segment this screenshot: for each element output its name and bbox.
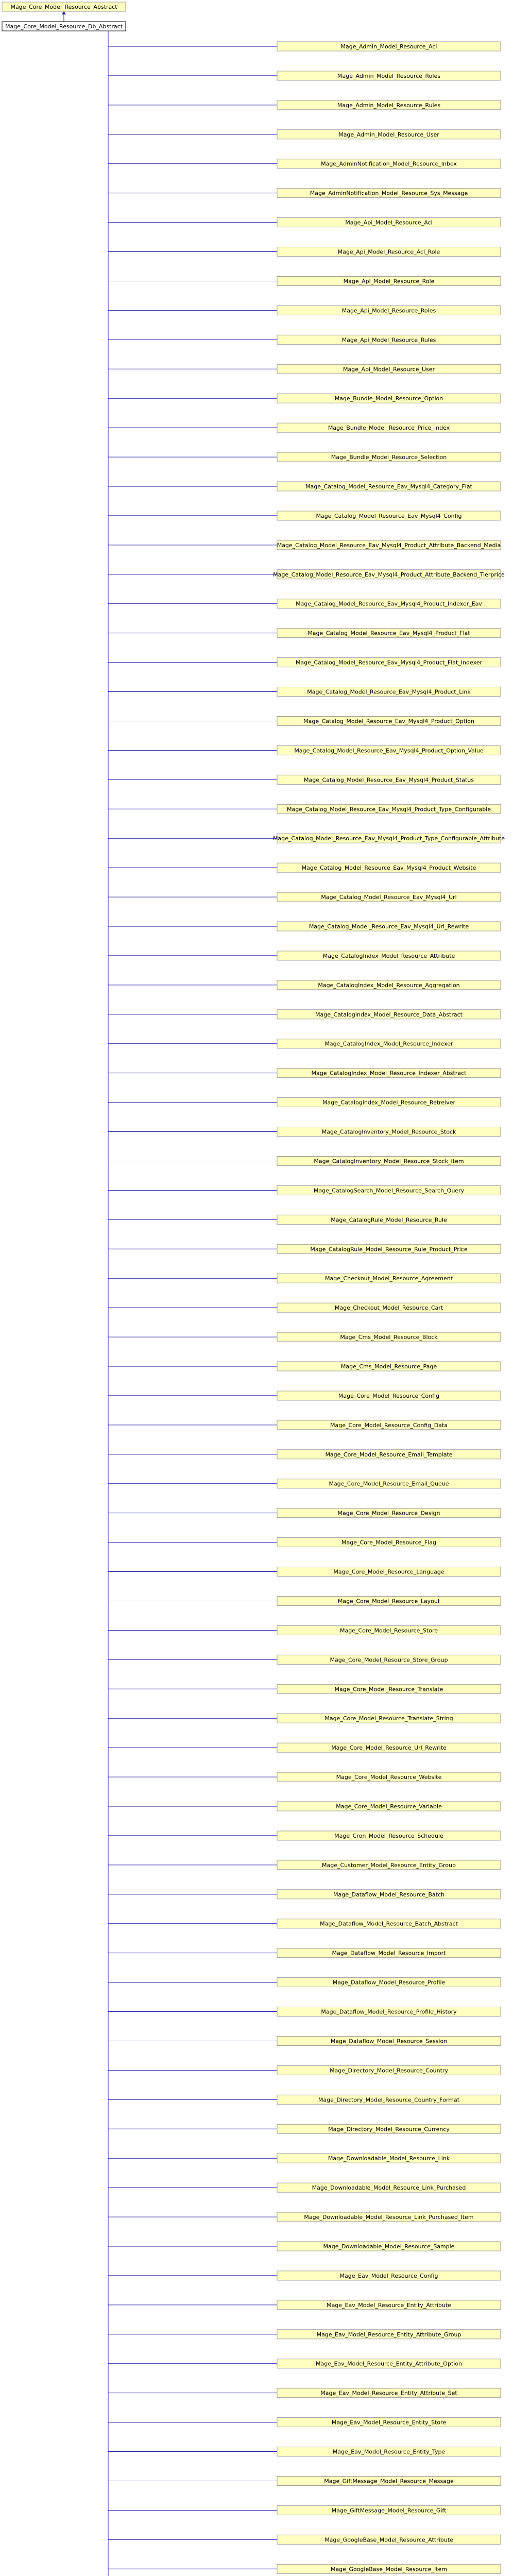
- child-node-label: Mage_Eav_Model_Resource_Entity_Attribute_Group: [316, 2331, 461, 2338]
- child-node-label: Mage_Catalog_Model_Resource_Eav_Mysql4_Product_Status: [304, 776, 474, 784]
- child-node[interactable]: [273, 834, 505, 843]
- child-node-label: Mage_Catalog_Model_Resource_Eav_Mysql4_Product_Link: [307, 688, 471, 696]
- child-node[interactable]: [277, 2212, 501, 2222]
- child-node-label: Mage_Customer_Model_Resource_Entity_Group: [322, 1861, 456, 1869]
- child-node[interactable]: [277, 423, 501, 432]
- child-node[interactable]: [277, 1538, 501, 1547]
- child-node-label: Mage_Downloadable_Model_Resource_Link_Purchased_Item: [304, 2214, 474, 2221]
- child-node-label: Mage_Core_Model_Resource_Url_Rewrite: [331, 1744, 447, 1752]
- child-node[interactable]: [277, 2154, 501, 2163]
- child-node-label: Mage_Eav_Model_Resource_Entity_Attribute: [327, 2301, 451, 2309]
- child-node[interactable]: [277, 1039, 501, 1048]
- child-node[interactable]: [277, 922, 501, 931]
- child-node[interactable]: [277, 687, 501, 697]
- child-node-label: Mage_Core_Model_Resource_Flag: [341, 1539, 437, 1546]
- child-node-label: Mage_CatalogInventory_Model_Resource_Stock_Item: [314, 1158, 464, 1165]
- child-node[interactable]: [277, 951, 501, 960]
- child-node[interactable]: [277, 2242, 501, 2251]
- child-node-label: Mage_Core_Model_Resource_Email_Template: [325, 1451, 453, 1458]
- child-node-label: Mage_GoogleBase_Model_Resource_Item: [330, 2566, 448, 2573]
- child-node[interactable]: [277, 1127, 501, 1137]
- child-node[interactable]: [277, 863, 501, 872]
- child-node[interactable]: [277, 2476, 501, 2485]
- child-node[interactable]: [277, 980, 501, 990]
- child-node[interactable]: [277, 2447, 501, 2456]
- child-node-label: Mage_Core_Model_Resource_Config: [338, 1392, 440, 1399]
- child-node-label: Mage_Core_Model_Resource_Email_Queue: [329, 1480, 449, 1487]
- child-node[interactable]: [277, 2330, 501, 2339]
- child-node[interactable]: [277, 1978, 501, 1987]
- child-node-label: Mage_CatalogIndex_Model_Resource_Attribute: [322, 952, 455, 959]
- child-node[interactable]: [277, 1714, 501, 1723]
- child-node-label: Mage_GoogleBase_Model_Resource_Attribute: [324, 2536, 453, 2544]
- child-node-label: Mage_Eav_Model_Resource_Entity_Store: [331, 2419, 447, 2426]
- child-node-label: Mage_Admin_Model_Resource_User: [338, 131, 439, 138]
- child-node-label: Mage_CatalogInventory_Model_Resource_Stock: [321, 1128, 456, 1136]
- child-node-label: Mage_Api_Model_Resource_Acl_Role: [337, 248, 440, 256]
- child-node-label: Mage_GiftMessage_Model_Resource_Gift: [331, 2507, 447, 2514]
- child-node[interactable]: [277, 452, 501, 462]
- child-node-label: Mage_Catalog_Model_Resource_Eav_Mysql4_Category_Flat: [305, 483, 472, 490]
- top-node[interactable]: [2, 2, 126, 11]
- child-node[interactable]: [277, 159, 501, 168]
- child-node[interactable]: [277, 1098, 501, 1107]
- child-node-label: Mage_Admin_Model_Resource_Rules: [337, 101, 441, 109]
- child-node[interactable]: [277, 335, 501, 344]
- child-node-label: Mage_Catalog_Model_Resource_Eav_Mysql4_Product_Type_Configurable: [286, 806, 491, 813]
- edge-layer: [62, 11, 277, 2576]
- child-node[interactable]: [277, 1948, 501, 1958]
- child-node-label: Mage_CatalogIndex_Model_Resource_Aggregation: [318, 981, 460, 989]
- child-node[interactable]: [277, 1391, 501, 1400]
- child-node[interactable]: [277, 1420, 501, 1430]
- child-node-label: Mage_Eav_Model_Resource_Entity_Attribute_Option: [315, 2360, 463, 2367]
- child-node-label: Mage_Eav_Model_Resource_Entity_Attribute_Set: [320, 2389, 457, 2397]
- child-node[interactable]: [277, 1596, 501, 1605]
- child-node-label: Mage_Cms_Model_Resource_Page: [340, 1363, 437, 1370]
- child-node-label: Mage_Api_Model_Resource_Rules: [341, 336, 436, 344]
- top-node-label: Mage_Core_Model_Resource_Abstract: [10, 4, 117, 10]
- child-node[interactable]: [277, 276, 501, 285]
- child-node-label: Mage_Dataflow_Model_Resource_Profile_History: [321, 2008, 457, 2015]
- child-node[interactable]: [277, 1684, 501, 1693]
- child-node[interactable]: [277, 1831, 501, 1840]
- child-node-label: Mage_Catalog_Model_Resource_Eav_Mysql4_Config: [316, 512, 462, 519]
- child-node-label: Mage_Bundle_Model_Resource_Price_Index: [328, 425, 450, 432]
- child-node[interactable]: [277, 540, 501, 550]
- child-node-label: Mage_Downloadable_Model_Resource_Link_Purchased: [312, 2184, 466, 2192]
- child-node-label: Mage_Dataflow_Model_Resource_Session: [330, 2038, 448, 2045]
- child-node[interactable]: [277, 658, 501, 667]
- child-node-label: Mage_Core_Model_Resource_Language: [333, 1568, 444, 1575]
- child-node-label: Mage_Core_Model_Resource_Translate_String: [324, 1715, 453, 1722]
- root-node[interactable]: [2, 22, 126, 31]
- child-node[interactable]: [277, 42, 501, 51]
- child-node-label: Mage_Catalog_Model_Resource_Eav_Mysql4_Product_Flat: [307, 630, 470, 637]
- child-node-label: Mage_Catalog_Model_Resource_Eav_Mysql4_Url_Rewrite: [309, 923, 469, 930]
- child-node[interactable]: [277, 218, 501, 227]
- child-node[interactable]: [277, 1479, 501, 1488]
- child-node-label: Mage_Cron_Model_Resource_Schedule: [334, 1832, 443, 1839]
- child-node-label: Mage_Downloadable_Model_Resource_Sample: [323, 2243, 455, 2250]
- child-node[interactable]: [277, 2359, 501, 2368]
- child-node-label: Mage_Core_Model_Resource_Translate: [334, 1686, 443, 1693]
- child-node-label: Mage_CatalogIndex_Model_Resource_Indexer: [324, 1040, 453, 1047]
- child-node-label: Mage_Core_Model_Resource_Layout: [337, 1598, 440, 1605]
- child-node-label: Mage_CatalogRule_Model_Resource_Rule: [331, 1216, 447, 1224]
- child-node-label: Mage_Catalog_Model_Resource_Eav_Mysql4_Product_Attribute_Backend_Tierprice: [273, 571, 505, 578]
- child-node-label: Mage_Catalog_Model_Resource_Eav_Mysql4_Url: [321, 894, 457, 901]
- child-node-label: Mage_Api_Model_Resource_Acl: [345, 219, 433, 226]
- child-node-label: Mage_Catalog_Model_Resource_Eav_Mysql4_Product_Attribute_Backend_Media: [277, 541, 501, 549]
- child-node[interactable]: [277, 100, 501, 110]
- child-node[interactable]: [277, 804, 501, 814]
- child-node[interactable]: [277, 1215, 501, 1224]
- child-node-label: Mage_CatalogRule_Model_Resource_Rule_Product_Price: [310, 1246, 468, 1253]
- child-node-label: Mage_CatalogIndex_Model_Resource_Indexer_Abstract: [311, 1070, 467, 1077]
- child-node[interactable]: [277, 1567, 501, 1577]
- child-node-label: Mage_Api_Model_Resource_Role: [343, 278, 435, 285]
- child-node-label: Mage_Directory_Model_Resource_Country_Format: [318, 2096, 460, 2104]
- child-node[interactable]: [277, 2036, 501, 2045]
- child-node-label: Mage_CatalogIndex_Model_Resource_Data_Abstract: [315, 1011, 463, 1018]
- child-node[interactable]: [277, 1625, 501, 1635]
- child-node-label: Mage_Cms_Model_Resource_Block: [340, 1334, 438, 1341]
- child-node-label: Mage_Dataflow_Model_Resource_Import: [332, 1950, 446, 1957]
- child-node-label: Mage_Core_Model_Resource_Variable: [336, 1803, 442, 1810]
- child-node[interactable]: [277, 1860, 501, 1870]
- child-node[interactable]: [277, 247, 501, 257]
- child-node-label: Mage_Dataflow_Model_Resource_Batch_Abstract: [320, 1920, 458, 1927]
- child-node-label: Mage_Directory_Model_Resource_Currency: [328, 2126, 450, 2133]
- child-node-label: Mage_Api_Model_Resource_User: [343, 366, 435, 373]
- child-node[interactable]: [277, 189, 501, 198]
- child-node[interactable]: [277, 2505, 501, 2515]
- child-node[interactable]: [277, 2183, 501, 2192]
- child-node[interactable]: [277, 482, 501, 491]
- child-node-label: Mage_Catalog_Model_Resource_Eav_Mysql4_Product_Type_Configurable_Attribute: [272, 835, 505, 842]
- child-node[interactable]: [277, 2124, 501, 2133]
- child-node[interactable]: [277, 1274, 501, 1283]
- child-node[interactable]: [277, 2564, 501, 2573]
- child-node[interactable]: [277, 511, 501, 520]
- edge-arrowhead: [62, 11, 66, 14]
- child-node[interactable]: [277, 306, 501, 315]
- child-node[interactable]: [277, 364, 501, 374]
- child-node[interactable]: [277, 1802, 501, 1811]
- child-node[interactable]: [277, 775, 501, 784]
- child-node[interactable]: [277, 1332, 501, 1342]
- child-node[interactable]: [277, 1156, 501, 1165]
- child-node[interactable]: [277, 2271, 501, 2280]
- child-node-label: Mage_GiftMessage_Model_Resource_Message: [324, 2478, 454, 2485]
- child-node[interactable]: [277, 1890, 501, 1899]
- child-node[interactable]: [277, 2065, 501, 2075]
- child-node[interactable]: [277, 1509, 501, 1518]
- child-node-label: Mage_CatalogIndex_Model_Resource_Retreiver: [322, 1099, 456, 1106]
- child-node[interactable]: [277, 130, 501, 139]
- child-node-label: Mage_Core_Model_Resource_Config_Data: [330, 1421, 448, 1429]
- child-node[interactable]: [277, 1303, 501, 1312]
- child-node[interactable]: [277, 2095, 501, 2104]
- child-node-label: Mage_Checkout_Model_Resource_Agreement: [324, 1275, 453, 1282]
- child-node[interactable]: [277, 599, 501, 608]
- child-node-label: Mage_Dataflow_Model_Resource_Batch: [333, 1891, 444, 1898]
- child-node[interactable]: [277, 1244, 501, 1253]
- child-node[interactable]: [277, 716, 501, 725]
- child-node[interactable]: [277, 71, 501, 80]
- child-node[interactable]: [277, 1919, 501, 1928]
- child-node[interactable]: [277, 1010, 501, 1019]
- child-node-label: Mage_Checkout_Model_Resource_Cart: [334, 1304, 443, 1312]
- child-node-label: Mage_Catalog_Model_Resource_Eav_Mysql4_Product_Flat_Indexer: [295, 659, 483, 666]
- child-node-label: Mage_Bundle_Model_Resource_Selection: [331, 454, 447, 461]
- child-node-label: Mage_Catalog_Model_Resource_Eav_Mysql4_Product_Option: [303, 718, 474, 725]
- child-node[interactable]: [277, 1772, 501, 1782]
- child-node[interactable]: [277, 1743, 501, 1752]
- child-node-label: Mage_Core_Model_Resource_Store: [340, 1627, 438, 1634]
- child-node-label: Mage_Downloadable_Model_Resource_Link: [328, 2155, 450, 2162]
- child-node[interactable]: [277, 1450, 501, 1459]
- child-node-label: Mage_Eav_Model_Resource_Entity_Type: [332, 2448, 446, 2455]
- root-node-label: Mage_Core_Model_Resource_Db_Abstract: [5, 23, 123, 30]
- child-node[interactable]: [277, 892, 501, 902]
- child-node-label: Mage_Catalog_Model_Resource_Eav_Mysql4_Product_Website: [301, 865, 476, 872]
- child-node-label: Mage_Catalog_Model_Resource_Eav_Mysql4_Product_Option_Value: [294, 747, 484, 754]
- child-node[interactable]: [277, 2007, 501, 2016]
- child-node[interactable]: [277, 745, 501, 755]
- child-node[interactable]: [277, 2388, 501, 2398]
- child-node-label: Mage_Core_Model_Resource_Store_Group: [330, 1656, 448, 1664]
- child-node-label: Mage_Directory_Model_Resource_Country: [330, 2067, 448, 2074]
- child-node[interactable]: [277, 2535, 501, 2544]
- child-node-label: Mage_Core_Model_Resource_Design: [337, 1510, 440, 1517]
- child-node-label: Mage_Admin_Model_Resource_Roles: [337, 72, 440, 79]
- child-node-label: Mage_Admin_Model_Resource_Acl: [340, 43, 437, 50]
- child-node-label: Mage_Dataflow_Model_Resource_Profile: [332, 1979, 446, 1986]
- child-node-label: Mage_CatalogSearch_Model_Resource_Search_Query: [313, 1187, 465, 1194]
- child-node-label: Mage_Core_Model_Resource_Website: [336, 1774, 442, 1781]
- child-node[interactable]: [277, 1362, 501, 1371]
- child-node-label: Mage_AdminNotification_Model_Resource_Sys_Message: [310, 190, 468, 197]
- child-node[interactable]: [277, 394, 501, 403]
- child-node[interactable]: [277, 2300, 501, 2310]
- child-node-label: Mage_Api_Model_Resource_Roles: [341, 307, 436, 314]
- node-layer: [2, 2, 505, 2576]
- child-node-label: Mage_Catalog_Model_Resource_Eav_Mysql4_Product_Indexer_Eav: [296, 600, 482, 607]
- child-node[interactable]: [277, 1069, 501, 1078]
- child-node[interactable]: [277, 1655, 501, 1664]
- child-node[interactable]: [277, 629, 501, 638]
- child-node[interactable]: [277, 2418, 501, 2427]
- child-node-label: Mage_AdminNotification_Model_Resource_Inbox: [321, 160, 457, 167]
- child-node[interactable]: [273, 570, 505, 579]
- child-node[interactable]: [277, 1185, 501, 1195]
- child-node-label: Mage_Eav_Model_Resource_Config: [339, 2272, 438, 2279]
- child-node-label: Mage_Bundle_Model_Resource_Option: [334, 395, 443, 402]
